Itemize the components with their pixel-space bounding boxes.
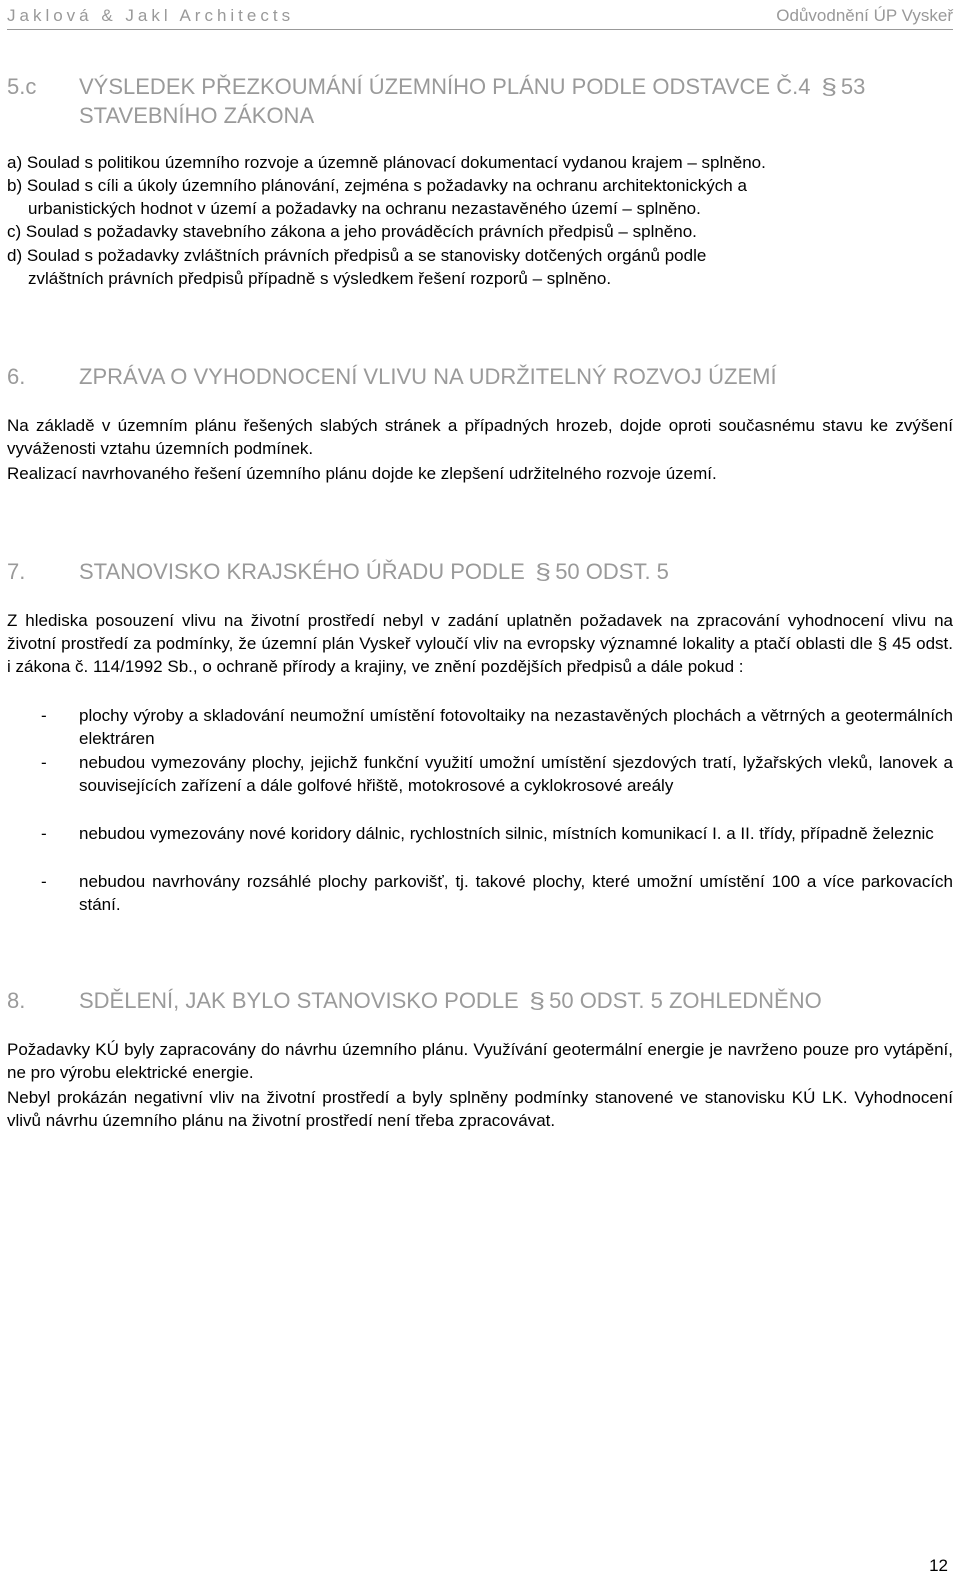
section-number: 7. (7, 559, 26, 584)
condition-list-item (7, 704, 953, 750)
condition-list-item (7, 822, 953, 845)
condition-text: nebudou vymezovány plochy, jejichž funkční využití umožní umístění sjezdových tratí, lyžařských vleků, lanovek a souvisejících zařízení a dále golfové hřiště, motokrosové a cyklokrosové areály (79, 753, 953, 795)
condition-list-item (7, 870, 953, 916)
page-number: 12 (929, 1556, 948, 1575)
section-6-paragraph-1: Na základě v územním plánu řešených slabých stránek a případných hrozeb, dojde oproti současnému stavu ke zvýšení vyváženosti vztahu územních podmínek. (7, 416, 953, 458)
condition-text: nebudou vymezovány nové koridory dálnic, rychlostních silnic, místních komunikací I. a II. třídy, případně železnic (79, 824, 934, 843)
section-7-intro (7, 609, 953, 678)
header-firm-name: Jaklová & Jakl Architects (7, 6, 295, 25)
section-7-intro-text: Z hlediska posouzení vlivu na životní prostředí nebyl v zadání uplatněn požadavek na zpracování vyhodnocení vlivu na životní prostředí za podmínky, že územní plán Vyskeř vyloučí vliv na evropsky významné lokality a ptačí oblasti dle (7, 611, 953, 653)
section-6-heading (7, 362, 953, 391)
dash-bullet-icon: - (41, 824, 47, 843)
page-header (7, 3, 953, 30)
section-title: ZPRÁVA O VYHODNOCENÍ VLIVU NA UDRŽITELNÝ ROZVOJ ÚZEMÍ (79, 364, 777, 389)
condition-text: plochy výroby a skladování neumožní umístění fotovoltaiky na nezastavěných plochách a větrných a geotermálních elektráren (79, 706, 953, 748)
section-6-paragraph-2: Realizací navrhovaného řešení územního plánu dojde ke zlepšení udržitelného rozvoje území. (7, 464, 717, 483)
section-sign-icon: § (535, 559, 552, 584)
section-8-paragraph-1: Požadavky KÚ byly zapracovány do návrhu územního plánu. Využívání geotermální energie je navrženo pouze pro vytápění, ne pro výrobu elektrické energie. (7, 1040, 953, 1082)
dash-bullet-icon: - (41, 753, 47, 772)
soulad-item-d-cont: zvláštních právních předpisů případně s výsledkem řešení rozporů – splněno. (28, 269, 612, 288)
section-title: VÝSLEDEK PŘEZKOUMÁNÍ ÚZEMNÍHO PLÁNU PODLE ODSTAVCE Č.4 (79, 74, 811, 99)
section-number: 5.c (7, 74, 37, 99)
section-8-paragraph-2: Nebyl prokázán negativní vliv na životní prostředí a byly splněny podmínky stanovené ve stanovisku KÚ LK. Vyhodnocení vlivů návrhu územního plánu na životní prostředí není třeba zpracovávat. (7, 1088, 953, 1130)
soulad-item-c: c) Soulad s požadavky stavebního zákona a jeho prováděcích právních předpisů – splněno. (7, 222, 697, 241)
header-document-title: Odůvodnění ÚP Vyskeř (776, 6, 953, 25)
soulad-item-d: d) Soulad s požadavky zvláštních právních předpisů a se stanovisky dotčených orgánů podle (7, 246, 707, 265)
section-title: SDĚLENÍ, JAK BYLO STANOVISKO PODLE (79, 988, 519, 1013)
section-title: STAVEBNÍHO ZÁKONA (79, 103, 315, 128)
section-number: 6. (7, 364, 26, 389)
section-sign-icon: § (529, 988, 545, 1013)
section-5c-heading-line2 (7, 101, 953, 130)
section-7-intro-text-cont: 45 odst. i zákona č. 114/1992 Sb., o ochraně přírody a krajiny, ve znění pozdějších předpisů a dále pokud : (7, 634, 953, 676)
section-sign-icon: § (877, 634, 888, 653)
section-7-heading (7, 557, 953, 586)
dash-bullet-icon: - (41, 706, 47, 725)
condition-list-item (7, 751, 953, 797)
soulad-item-a: a) Soulad s politikou územního rozvoje a územně plánovací dokumentací vydanou krajem – splněno. (7, 153, 766, 172)
section-8-heading (7, 986, 953, 1015)
section-title-paragraph-number: 53 (840, 74, 866, 99)
condition-text: nebudou navrhovány rozsáhlé plochy parkovišť, tj. takové plochy, které umožní umístění 100 a více parkovacích stání. (79, 872, 953, 914)
section-number: 8. (7, 988, 26, 1013)
section-title-paragraph: 50 ODST. 5 (555, 559, 669, 584)
dash-bullet-icon: - (41, 872, 47, 891)
section-5c-heading (7, 72, 953, 101)
soulad-item-b: b) Soulad s cíli a úkoly územního plánování, zejména s požadavky na ochranu architektonických a (7, 176, 747, 195)
section-sign-icon: § (820, 74, 837, 99)
soulad-item-b-cont: urbanistických hodnot v území a požadavky na ochranu nezastavěného území – splněno. (28, 199, 701, 218)
section-title: STANOVISKO KRAJSKÉHO ÚŘADU PODLE (79, 559, 525, 584)
section-title-paragraph: 50 ODST. 5 ZOHLEDNĚNO (549, 988, 822, 1013)
